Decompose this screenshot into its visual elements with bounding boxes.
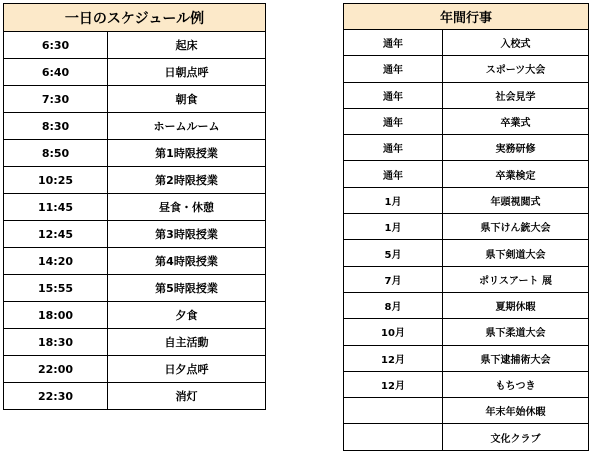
event-row-period-cell: 通年 (344, 108, 443, 134)
event-row-event-cell: 社会見学 (443, 82, 589, 108)
event-row-period-cell: 7月 (344, 266, 443, 292)
event-row (344, 30, 589, 56)
schedule-row-time-cell: 6:30 (4, 32, 108, 59)
event-row-event-cell: 県下剣道大会 (443, 240, 589, 266)
event-row-period-cell (344, 424, 443, 450)
daily-schedule-title: 一日のスケジュール例 (4, 4, 266, 32)
event-row-event-cell: 入校式 (443, 30, 589, 56)
schedule-row-activity-cell: 第3時限授業 (108, 221, 266, 248)
event-row-period-cell: 通年 (344, 161, 443, 187)
event-row-event-cell: 年末年始休暇 (443, 398, 589, 424)
schedule-row (4, 167, 266, 194)
schedule-row-time-cell: 18:00 (4, 302, 108, 329)
schedule-row (4, 194, 266, 221)
event-row-period-cell: 1月 (344, 214, 443, 240)
daily-schedule-table (3, 3, 266, 410)
schedule-row (4, 356, 266, 383)
schedule-row (4, 302, 266, 329)
event-row-event-cell: 文化クラブ (443, 424, 589, 450)
schedule-row-activity-cell: 日朝点呼 (108, 59, 266, 86)
event-row-period-cell: 通年 (344, 82, 443, 108)
schedule-row-activity-cell: 第5時限授業 (108, 275, 266, 302)
annual-events-body (344, 30, 589, 451)
event-row (344, 345, 589, 371)
annual-events-table (343, 3, 589, 451)
event-row-period-cell (344, 398, 443, 424)
event-row (344, 135, 589, 161)
schedule-row-time-cell: 15:55 (4, 275, 108, 302)
schedule-row-activity-cell: 自主活動 (108, 329, 266, 356)
schedule-row-time-cell: 8:50 (4, 140, 108, 167)
schedule-row-time-cell: 7:30 (4, 86, 108, 113)
event-row-period-cell: 通年 (344, 135, 443, 161)
schedule-row-activity-cell: 第4時限授業 (108, 248, 266, 275)
schedule-row-time-cell: 18:30 (4, 329, 108, 356)
schedule-row (4, 221, 266, 248)
event-row (344, 424, 589, 450)
schedule-row (4, 59, 266, 86)
schedule-row-time-cell: 8:30 (4, 113, 108, 140)
event-row-event-cell: 卒業検定 (443, 161, 589, 187)
event-row-period-cell: 8月 (344, 292, 443, 318)
schedule-row-time-cell: 14:20 (4, 248, 108, 275)
schedule-row (4, 383, 266, 410)
event-row-event-cell: 県下逮捕術大会 (443, 345, 589, 371)
schedule-row-time-cell: 6:40 (4, 59, 108, 86)
event-row (344, 161, 589, 187)
annual-events-title: 年間行事 (344, 4, 589, 30)
event-row-event-cell: 県下けん銃大会 (443, 214, 589, 240)
schedule-row-activity-cell: 起床 (108, 32, 266, 59)
event-row-event-cell: 夏期休暇 (443, 292, 589, 318)
event-row-period-cell: 12月 (344, 345, 443, 371)
event-row-event-cell: もちつき (443, 371, 589, 397)
event-row (344, 266, 589, 292)
event-row-period-cell: 12月 (344, 371, 443, 397)
event-row (344, 398, 589, 424)
schedule-row (4, 86, 266, 113)
schedule-row (4, 275, 266, 302)
event-row-period-cell: 1月 (344, 187, 443, 213)
event-row-event-cell: 実務研修 (443, 135, 589, 161)
schedule-row-time-cell: 12:45 (4, 221, 108, 248)
schedule-row-activity-cell: 日夕点呼 (108, 356, 266, 383)
schedule-row (4, 329, 266, 356)
event-row (344, 214, 589, 240)
event-row-event-cell: 県下柔道大会 (443, 319, 589, 345)
event-row (344, 292, 589, 318)
schedule-row-time-cell: 22:30 (4, 383, 108, 410)
event-row-event-cell: ポリスアート 展 (443, 266, 589, 292)
event-row-period-cell: 10月 (344, 319, 443, 345)
schedule-row-activity-cell: 昼食・休憩 (108, 194, 266, 221)
event-row-period-cell: 5月 (344, 240, 443, 266)
event-row (344, 319, 589, 345)
schedule-row-activity-cell: 朝食 (108, 86, 266, 113)
event-row (344, 108, 589, 134)
event-row (344, 56, 589, 82)
event-row-period-cell: 通年 (344, 30, 443, 56)
event-row-event-cell: 年頭視閲式 (443, 187, 589, 213)
schedule-row (4, 113, 266, 140)
event-row (344, 240, 589, 266)
schedule-row-activity-cell: 第2時限授業 (108, 167, 266, 194)
schedule-row-activity-cell: 第1時限授業 (108, 140, 266, 167)
schedule-row-activity-cell: 夕食 (108, 302, 266, 329)
daily-schedule-body (4, 32, 266, 410)
event-row (344, 371, 589, 397)
event-row (344, 82, 589, 108)
schedule-row (4, 32, 266, 59)
schedule-row-time-cell: 10:25 (4, 167, 108, 194)
schedule-row-activity-cell: 消灯 (108, 383, 266, 410)
event-row-event-cell: スポーツ大会 (443, 56, 589, 82)
schedule-row (4, 248, 266, 275)
schedule-row (4, 140, 266, 167)
event-row-event-cell: 卒業式 (443, 108, 589, 134)
schedule-row-activity-cell: ホームルーム (108, 113, 266, 140)
schedule-row-time-cell: 22:00 (4, 356, 108, 383)
event-row (344, 187, 589, 213)
event-row-period-cell: 通年 (344, 56, 443, 82)
schedule-row-time-cell: 11:45 (4, 194, 108, 221)
